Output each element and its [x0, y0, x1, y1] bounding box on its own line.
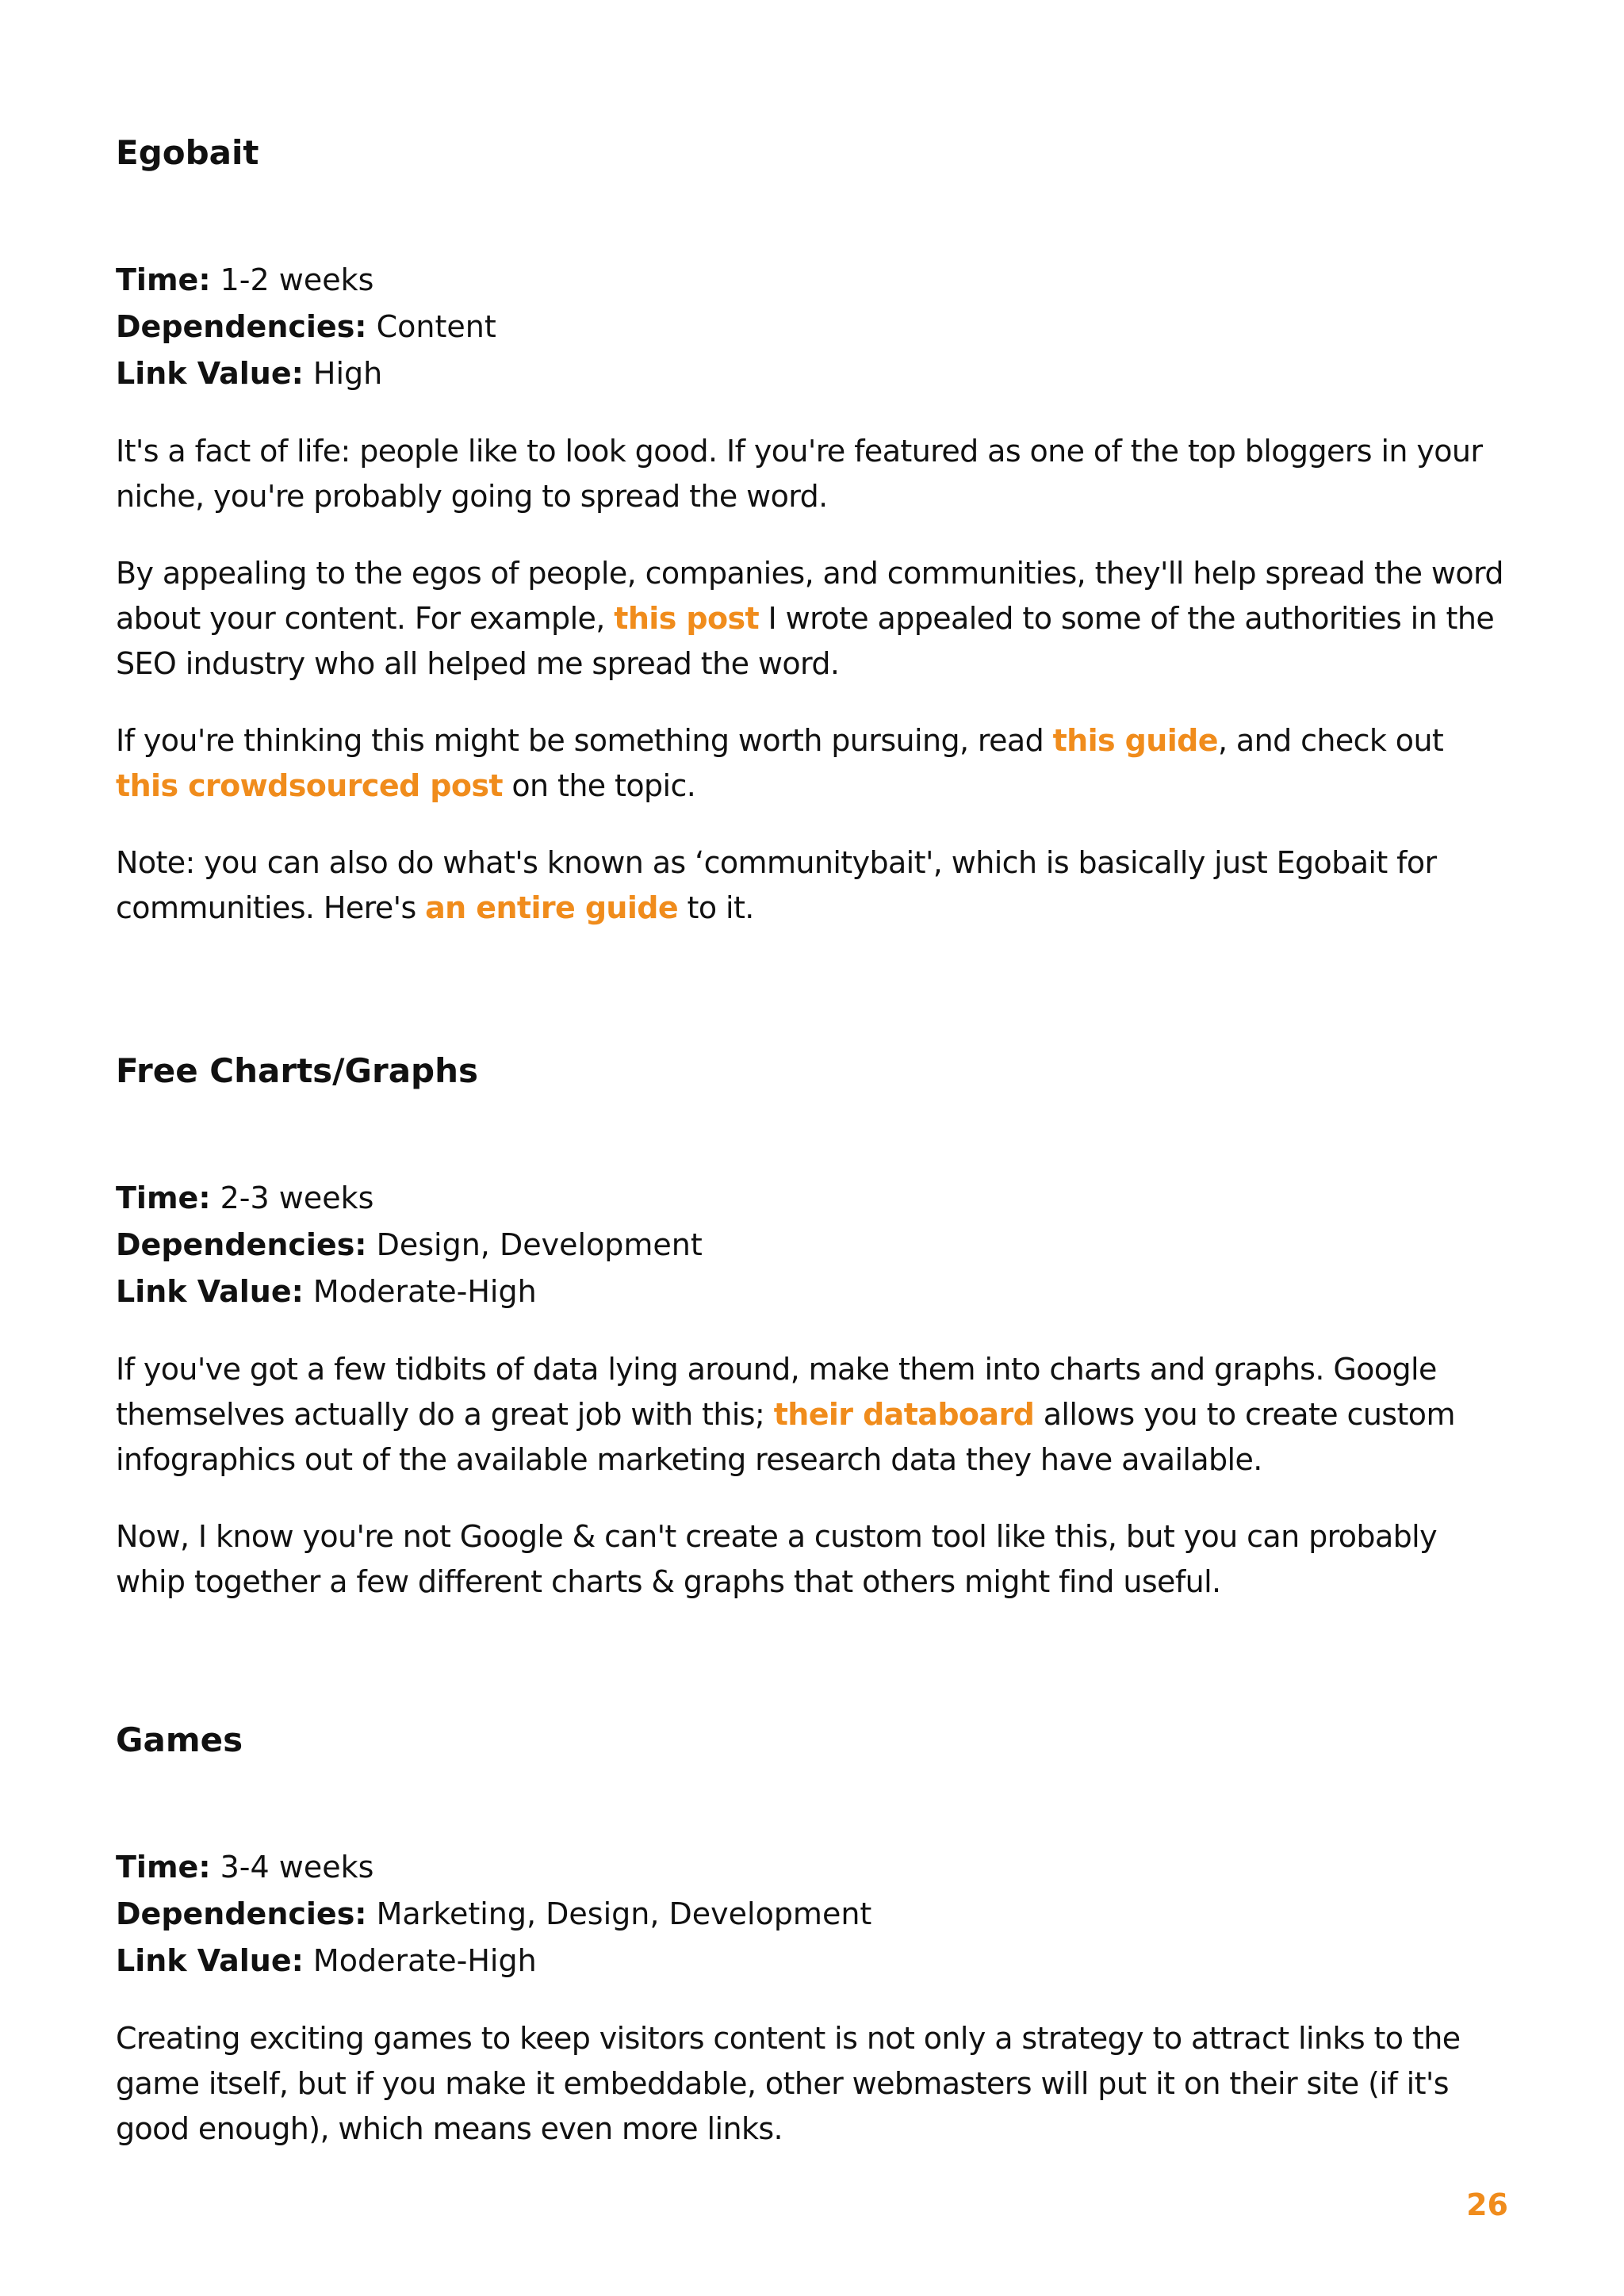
section-free-charts-graphs: [116, 1051, 1511, 1605]
paragraph: [116, 429, 1511, 519]
section-title: Egobait: [116, 133, 259, 172]
dependencies-label: Dependencies:: [116, 1896, 367, 1931]
link-value-value: Moderate-High: [303, 1943, 537, 1978]
link-value-label: Link Value:: [116, 1274, 304, 1309]
time-row: [116, 1175, 1511, 1222]
document-page: [116, 0, 1511, 2296]
paragraph-text: By appealing to the egos of people, companies, and communities, they'll help spread the word about your content. For example,: [116, 556, 1503, 636]
meta-block: [116, 1175, 1511, 1315]
paragraph-text: If you're thinking this might be something worth pursuing, read: [116, 723, 1053, 758]
this-guide-link[interactable]: this guide: [1052, 723, 1218, 758]
dependencies-row: [116, 1222, 1511, 1269]
meta-block: [116, 257, 1511, 397]
databoard-link[interactable]: their databoard: [773, 1397, 1035, 1432]
paragraph-text: , and check out: [1217, 723, 1444, 758]
time-label: Time:: [116, 1181, 211, 1215]
paragraph-text: on the topic.: [502, 768, 696, 803]
time-row: [116, 1844, 1511, 1891]
section-title: Free Charts/Graphs: [116, 1051, 478, 1090]
meta-block: [116, 1844, 1511, 1984]
link-value-value: High: [303, 356, 383, 391]
dependencies-label: Dependencies:: [116, 309, 367, 344]
dependencies-row: [116, 1891, 1511, 1938]
paragraph-text: Note: you can also do what's known as ‘communitybait', which is basically just Egobait for communities. Here's: [116, 845, 1437, 925]
link-value-row: [116, 350, 1511, 397]
time-value: 3-4 weeks: [210, 1850, 374, 1885]
time-value: 1-2 weeks: [210, 262, 374, 297]
paragraph-text: allows you to create custom infographics out of the available marketing research data they have available.: [116, 1397, 1455, 1477]
paragraph-text: Now, I know you're not Google & can't create a custom tool like this, but you can probably whip together a few different charts & graphs that others might find useful.: [116, 1519, 1438, 1599]
dependencies-label: Dependencies:: [116, 1227, 367, 1262]
link-value-row: [116, 1938, 1511, 1984]
dependencies-value: Design, Development: [366, 1227, 703, 1262]
dependencies-value: Marketing, Design, Development: [366, 1896, 872, 1931]
time-label: Time:: [116, 262, 211, 297]
paragraph-text: It's a fact of life: people like to look good. If you're featured as one of the top bloggers in your niche, you're probably going to spread the word.: [116, 434, 1483, 514]
section-games: [116, 1720, 1511, 2152]
paragraph-text: I wrote appealed to some of the authorities in the SEO industry who all helped me spread the word.: [116, 601, 1495, 681]
paragraph-text: to it.: [678, 890, 754, 925]
this-post-link[interactable]: this post: [614, 601, 760, 636]
time-row: [116, 257, 1511, 304]
crowdsourced-post-link[interactable]: this crowdsourced post: [116, 768, 503, 803]
paragraph: [116, 1347, 1511, 1483]
entire-guide-link[interactable]: an entire guide: [425, 890, 679, 925]
dependencies-value: Content: [366, 309, 496, 344]
paragraph-text: Creating exciting games to keep visitors content is not only a strategy to attract links to the game itself, but if you make it embeddable, other webmasters will put it on their site (if it's good enough), which means even more links.: [116, 2021, 1461, 2146]
paragraph: [116, 551, 1511, 687]
section-title: Games: [116, 1720, 243, 1759]
paragraph: [116, 1514, 1511, 1605]
time-value: 2-3 weeks: [210, 1181, 374, 1215]
paragraph: [116, 2016, 1511, 2152]
link-value-row: [116, 1269, 1511, 1315]
time-label: Time:: [116, 1850, 211, 1885]
section-egobait: [116, 133, 1511, 931]
page-number: 26: [1466, 2187, 1508, 2222]
link-value-label: Link Value:: [116, 1943, 304, 1978]
link-value-label: Link Value:: [116, 356, 304, 391]
dependencies-row: [116, 304, 1511, 350]
paragraph-text: If you've got a few tidbits of data lying around, make them into charts and graphs. Google themselves actually do a great job with this;: [116, 1352, 1437, 1432]
link-value-value: Moderate-High: [303, 1274, 537, 1309]
paragraph: [116, 840, 1511, 931]
paragraph: [116, 718, 1511, 809]
